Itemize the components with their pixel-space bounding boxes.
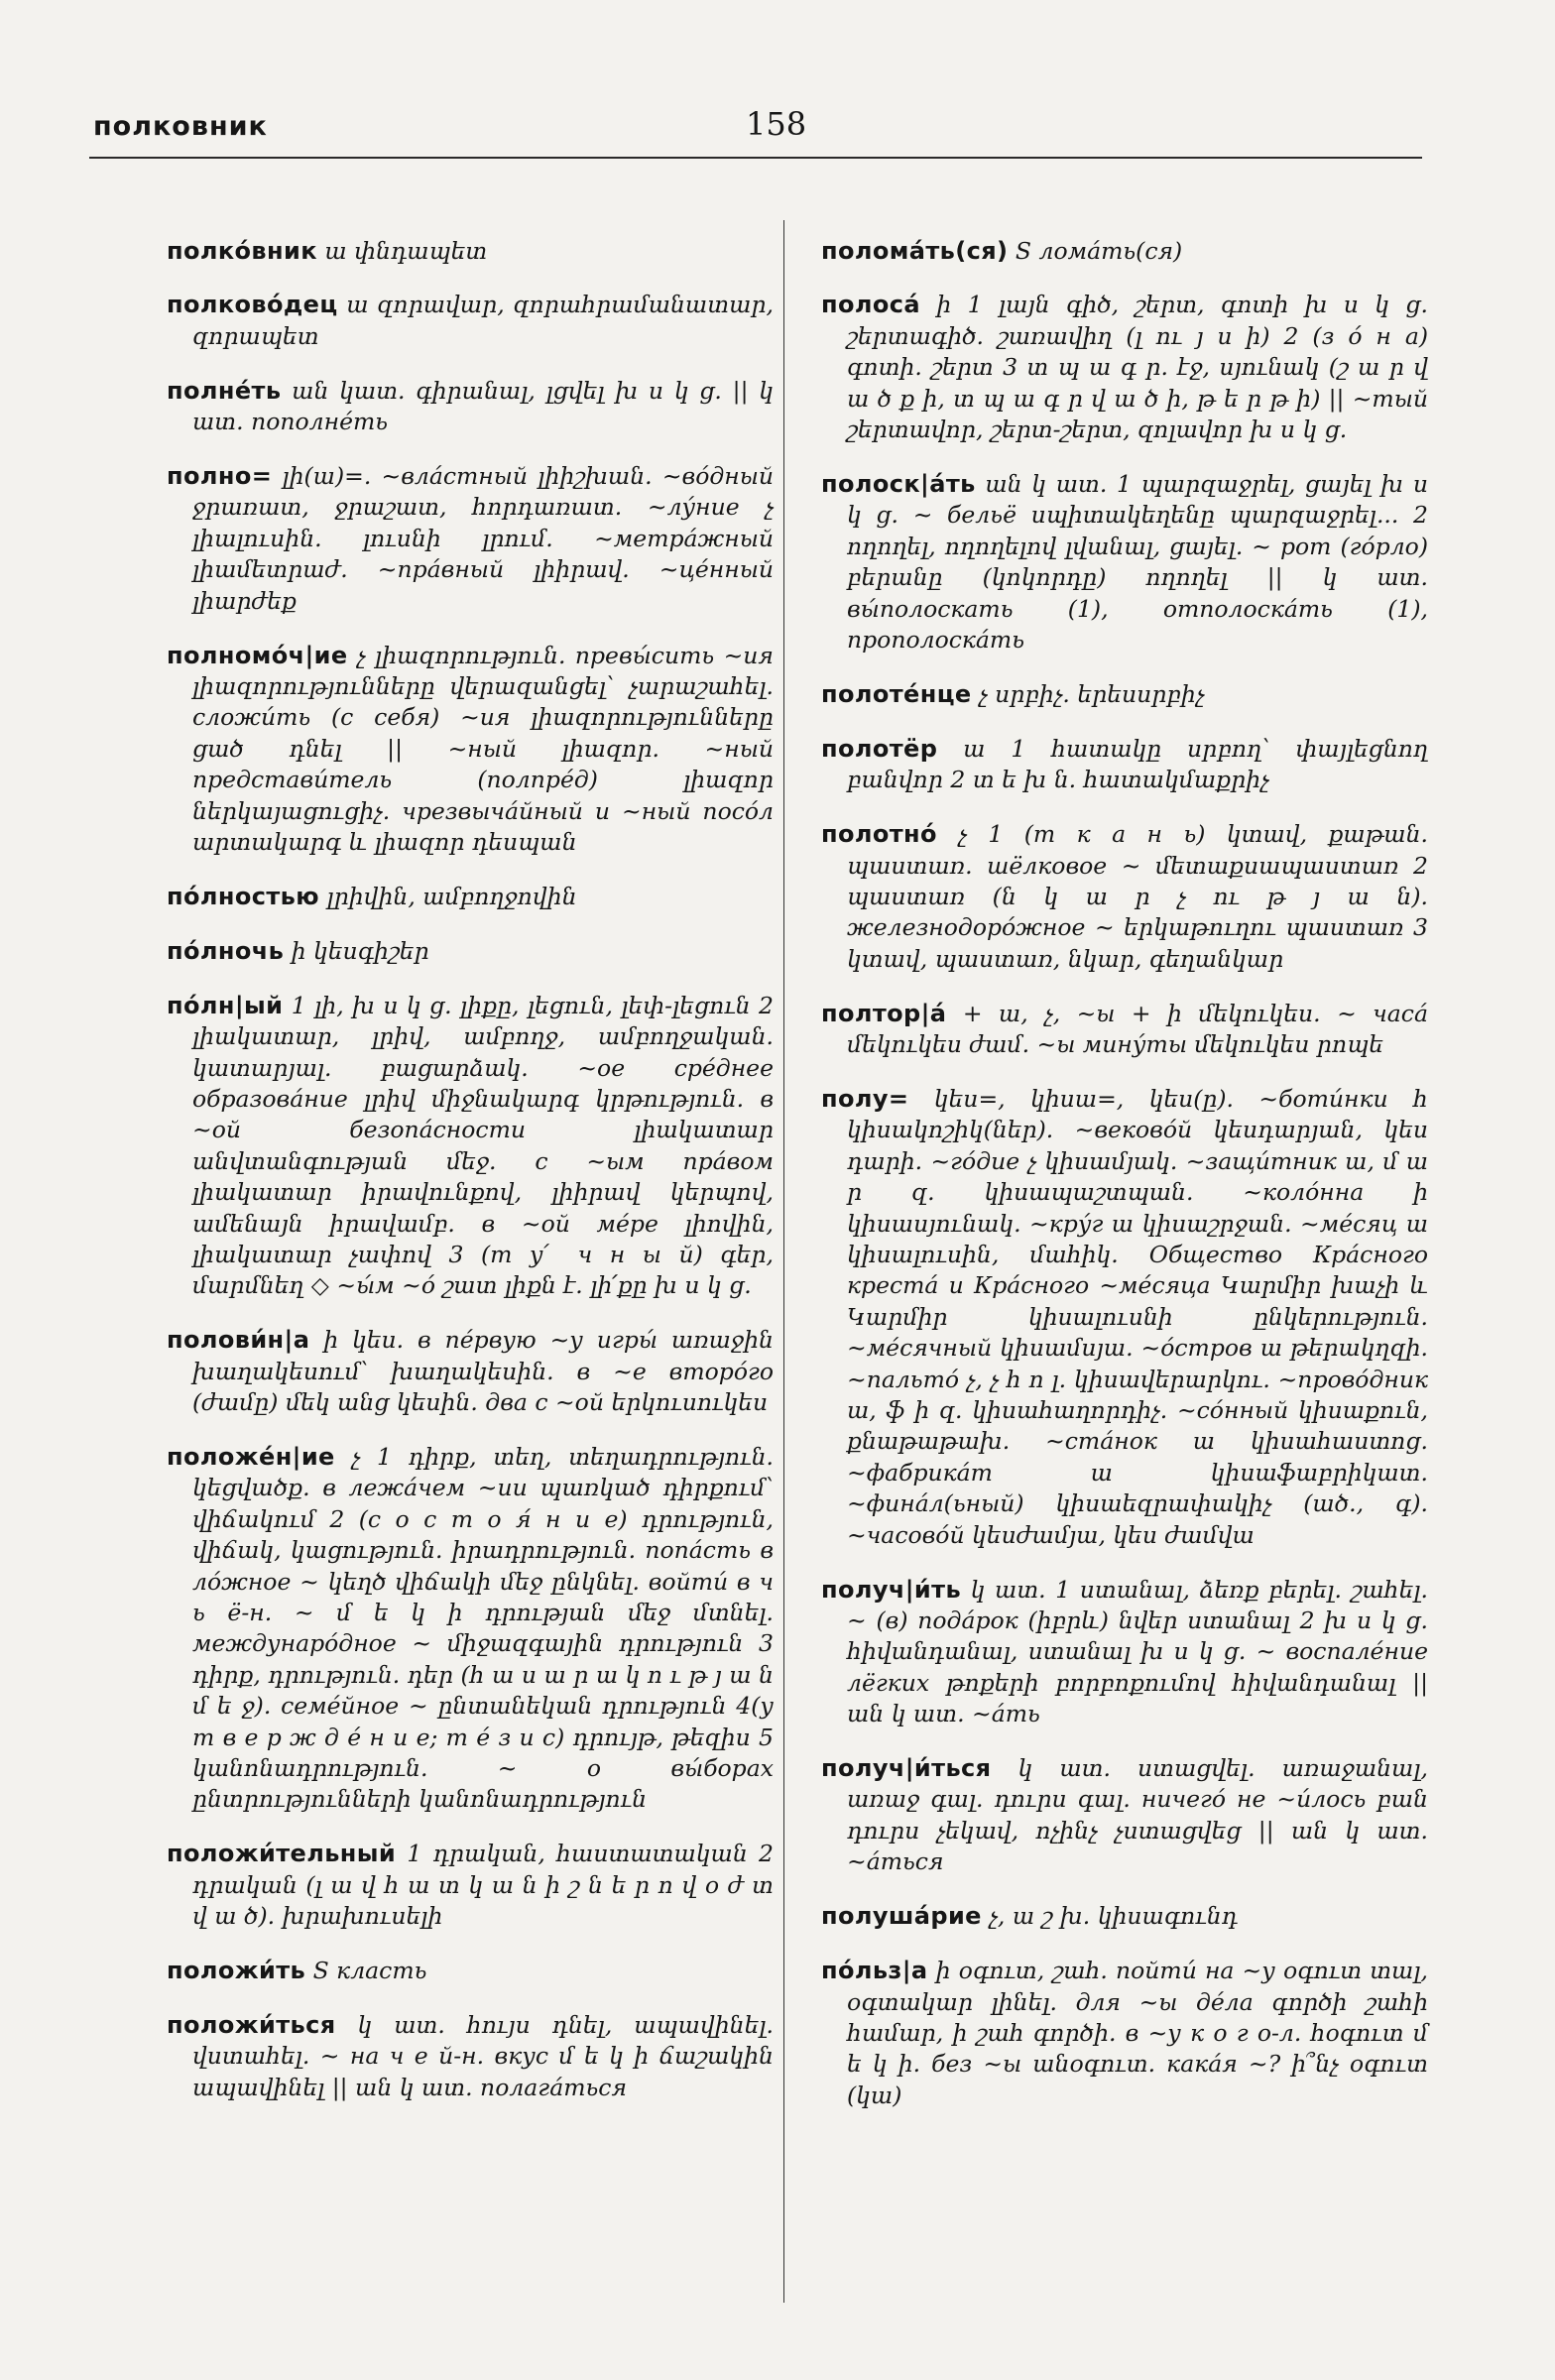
entry-definition: ա 1 հատակը սրբող՝ փայլեցնող բանվոր 2 տ ե խ ն. հատակմաքրիչ: [847, 734, 1428, 794]
entry-definition: 1 լի, խ ս կ ց. լիքը, լեցուն, լեփ-լեցուն 2 լիակատար, լրիվ, ամբողջ, ամբողջական. կատարյալ. բացարձակ. ~ое сре́днее образова́ние լրիվ միջնակարգ կրթություն. в ~ой безопа́сности լիակատար անվտանգության մեջ. с ~ым пра́вом լիակատար իրավունքով, լիիրավ կերպով, ամենայն իրավամբ. в ~ой ме́ре լիովին, լիակատար չափով 3 (т у ́ ч н ы й) գեր, մարմնեղ ◇ ~ы́м ~о́ շատ լիքն է. լի՛քը խ ս կ ց.: [192, 991, 774, 1300]
entry-headword: полоск|а́ть: [821, 469, 976, 498]
dictionary-entry: [821, 290, 1428, 445]
entry-headword: полномо́ч|ие: [167, 641, 348, 669]
entry-headword: полотно́: [821, 820, 937, 849]
entry-definition: չ 1 (т к а н ь) կտավ, քաթան. պաստառ. шёлковое ~ մետաքսապաստառ 2 պաստառ (ն կ ա ր չ ու թ յ ա ն). железнодоро́жное ~ երկաթուղու պաստառ 3 կտավ, պաստառ, նկար, գեղանկար: [847, 820, 1428, 973]
page-number: 158: [746, 105, 807, 143]
entry-definition: ի 1 լայն գիծ, շերտ, գոտի խ ս կ ց. շերտագիծ. շառավիղ (լ ու յ ս ի) 2 (з о́ н а) գոտի. շերտ 3 տ պ ա գ ր. էջ, սյունակ (շ ա ր վ ա ծ ք ի, տ պ ա գ ր վ ա ծ ի, թ ե ր թ ի) || ~тый շերտավոր, շերտ-շերտ, զոլավոր խ ս կ ց.: [847, 291, 1428, 444]
entry-definition: ի օգուտ, շահ. пойти́ на ~у օգուտ տալ, օգտակար լինել. для ~ы де́ла գործի շահի համար, ի շահ գործի. в ~у к о г о-л. հօգուտ մ ե կ ի. без ~ы անօգուտ. кака́я ~? ի՞նչ օգուտ (կա): [847, 1957, 1428, 2109]
entry-headword: положе́н|ие: [167, 1443, 335, 1471]
entry-definition: չ լիազորություն. превы́сить ~ия լիազորությունները վերազանցել՝ չարաշահել. сложи́ть (с себя) ~ия լիազորությունները ցած դնել || ~ный լիազոր. ~ный представи́тель (полпре́д) լիազոր ներկայացուցիչ. чрезвыча́йный и ~ный посо́л արտակարգ և լիազոր դեսպան: [192, 641, 774, 856]
entry-definition: կ ատ. ստացվել. առաջանալ, առաջ գալ. դուրս գալ. ничего́ не ~и́лось բան դուրս չեկավ, ոչինչ չստացվեց || ան կ ատ. ~а́ться: [847, 1754, 1428, 1876]
header-rule: [89, 157, 1422, 159]
entry-definition: չ, ա շ խ. կիսագունդ: [989, 1902, 1239, 1931]
dictionary-entry: [167, 1442, 774, 1816]
entry-definition: ա զորավար, զորահրամանատար, զորապետ: [192, 291, 774, 350]
dictionary-entry: [167, 376, 774, 438]
dictionary-entry: [821, 236, 1428, 267]
entry-definition: ա փնդապետ: [324, 236, 488, 265]
dictionary-entry: [167, 991, 774, 1302]
entry-definition: կ ատ. 1 ստանալ, ձեռք բերել. շահել. ~ (в) пода́рок (իբրև) նվեր ստանալ 2 խ ս կ ց. հիվանդանալ, ստանալ խ ս կ ց. ~ воспале́ние лёгких թոքերի բորբոքումով հիվանդանալ || ան կ ատ. ~а́ть: [847, 1575, 1428, 1728]
entry-headword: по́лностью: [167, 882, 319, 910]
dictionary-entry: [821, 819, 1428, 975]
entry-headword: по́льз|а: [821, 1957, 928, 1985]
dictionary-entry: [821, 1084, 1428, 1551]
entry-headword: полома́ть(ся): [821, 236, 1009, 265]
entry-headword: положи́ться: [167, 2011, 336, 2039]
entry-definition: լրիվին, ամբողջովին: [326, 882, 577, 910]
dictionary-entry: [167, 1956, 774, 1986]
dictionary-entry: [821, 1753, 1428, 1878]
entry-headword: полково́дец: [167, 291, 338, 319]
dictionary-entry: [821, 1575, 1428, 1730]
entry-headword: положи́тельный: [167, 1840, 397, 1868]
dictionary-entry: [821, 1956, 1428, 2111]
dictionary-entry: [167, 882, 774, 912]
entry-headword: полу=: [821, 1084, 909, 1113]
dictionary-entry: [167, 936, 774, 967]
dictionary-entry: [167, 290, 774, 352]
entry-definition: լի(ա)=. ~вла́стный լիիշխան. ~во́дный ջրառատ, ջրաշատ, հորդառատ. ~лу́ние չ լիալուսին. լուսնի լրում. ~метра́жный լիամետրաժ. ~пра́вный լիիրավ. ~це́нный լիարժեք: [192, 462, 774, 615]
entry-definition: + ա, չ, ~ы + ի մեկուկես. ~ часа́ մեկուկես ժամ. ~ы мину́ты մեկուկես րոպե: [847, 999, 1428, 1059]
entry-definition: ի կես. в пе́рвую ~у игры́ առաջին խաղակեսում՝ խաղակեսին. в ~е второ́го (ժամը) մեկ անց կեսին. два с ~ой երկուսուկես: [192, 1326, 774, 1417]
entry-definition: S лома́ть(ся): [1015, 236, 1183, 265]
dictionary-entry: [167, 236, 774, 267]
dictionary-entry: [167, 1839, 774, 1932]
entry-definition: S класть: [312, 1957, 427, 1985]
entry-headword: по́лночь: [167, 936, 285, 965]
dictionary-entry: [821, 734, 1428, 796]
dictionary-entry: [821, 1901, 1428, 1932]
dictionary-entry: [167, 1325, 774, 1418]
entry-definition: կ ատ. հույս դնել, ապավինել. վստահել. ~ на ч е й-н. вкус մ ե կ ի ճաշակին ապավինել || ան կ ատ. полага́ться: [192, 2011, 774, 2101]
entry-headword: полко́вник: [167, 236, 317, 265]
entry-definition: ան կատ. գիրանալ, լցվել խ ս կ ց. || կ ատ. пополне́ть: [192, 376, 774, 436]
entry-headword: полоса́: [821, 291, 920, 319]
column-divider: [783, 220, 784, 2303]
dictionary-entry: [167, 461, 774, 617]
entry-definition: ան կ ատ. 1 պարզաջրել, ցայել խ ս կ ց. ~ бельё սպիտակեղենը պարզաջրել... 2 ողողել, ողողելով լվանալ, ցայել. ~ рот (го́рло) բերանը (կոկորդը) ողողել || կ ատ. вы́полоскать (1), отполоска́ть (1), прополоска́ть: [847, 469, 1428, 654]
entry-definition: չ 1 դիրք, տեղ, տեղադրություն. կեցվածք. в лежа́чем ~ии պառկած դիրքում՝ վիճակում 2 (с о с т о я́ н и е) դրություն, վիճակ, կացություն. իրադրություն. попа́сть в ло́жное ~ կեղծ վիճակի մեջ ընկնել. войти́ в ч ь ё-н. ~ մ ե կ ի դրության մեջ մտնել. междунаро́дное ~ միջազգային դրություն 3 դիրք, դրություն. դեր (հ ա ս ա ր ա կ ո ւ թ յ ա ն մ ե ջ). семе́йное ~ ընտանեկան դրություն 4(у т в е р ж д е́ н и е; т е́ з и с) դրույթ, թեզիս 5 կանոնադրություն. ~ о вы́борах ընտրությունների կանոնադրություն: [192, 1443, 774, 1814]
entry-headword: полоте́нце: [821, 679, 972, 708]
entry-headword: полуша́рие: [821, 1902, 982, 1931]
entry-headword: по́лн|ый: [167, 991, 284, 1019]
entry-definition: ի կեսգիշեր: [291, 936, 429, 965]
entry-headword: полови́н|а: [167, 1326, 310, 1355]
left-column: [167, 212, 774, 2106]
right-column: [821, 212, 1428, 2114]
entry-headword: полне́ть: [167, 376, 282, 405]
running-head: полковник: [93, 111, 268, 142]
entry-definition: 1 դրական, հաստատական 2 դրական (լ ա վ հ ա տ կ ա ն ի շ ն ե ր ո վ օ ժ տ վ ա ծ). խրախուսելի: [192, 1840, 774, 1931]
dictionary-entry: [821, 999, 1428, 1061]
entry-headword: полтор|а́: [821, 999, 947, 1027]
entry-definition: չ սրբիչ. երեսսրբիչ: [979, 679, 1205, 708]
dictionary-entry: [821, 679, 1428, 710]
dictionary-entry: [167, 641, 774, 859]
dictionary-entry: [167, 2010, 774, 2103]
entry-headword: получ|и́ться: [821, 1754, 992, 1783]
entry-headword: положи́ть: [167, 1957, 306, 1985]
entry-headword: полно=: [167, 462, 273, 491]
entry-headword: полотёр: [821, 734, 938, 763]
entry-headword: получ|и́ть: [821, 1575, 962, 1604]
entry-definition: կես=, կիսա=, կես(ը). ~боти́нки հ կիսակոշիկ(ներ). ~веково́й կեսդարյան, կես դարի. ~го́дие չ կիսամյակ. ~защи́тник ա, մ ա ր զ. կիսապաշտպան. ~коло́нна ի կիսասյունակ. ~кру́г ա կիսաշրջան. ~ме́сяц ա կիսալուսին, մահիկ. Общество Кра́сного креста́ и Кра́сного ~ме́сяца Կարմիր խաչի և Կարմիր կիսալուսնի ընկերություն. ~ме́сячный կիսամսյա. ~о́стров ա թերակղզի. ~пальто́ չ, չ հ ո լ. կիսավերարկու. ~прово́дник ա, ֆ ի զ. կիսահաղորդիչ. ~со́нный կիսաքուն, քնաթաթախ. ~ста́нок ա կիսահաստոց. ~фабрика́т ա կիսաֆաբրիկատ. ~фина́л(ьный) կիսաեզրափակիչ (ած., գ). ~часово́й կեսժամյա, կես ժամվա: [847, 1084, 1428, 1549]
dictionary-entry: [821, 469, 1428, 655]
